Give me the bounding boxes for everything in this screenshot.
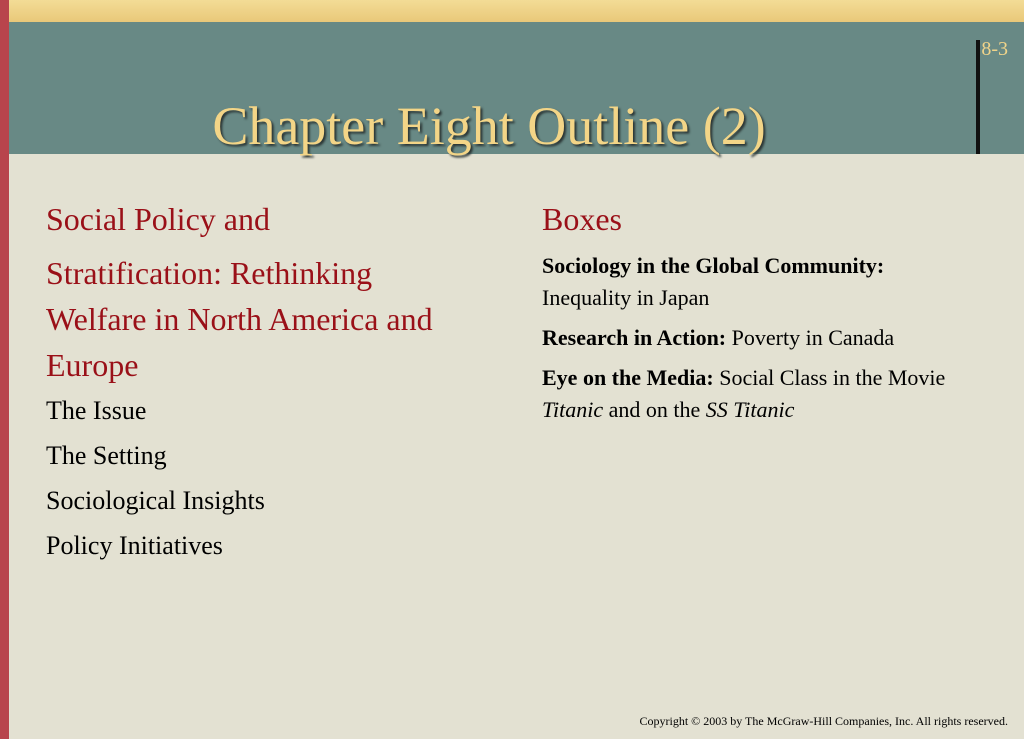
slide-header — [9, 22, 1024, 154]
right-column — [542, 196, 962, 434]
box-item-label: Research in Action: — [542, 325, 727, 350]
slide-title: Chapter Eight Outline (2) — [212, 96, 766, 156]
header-divider — [976, 40, 980, 154]
slide-content — [9, 154, 1024, 739]
box-item-global-community — [542, 250, 962, 314]
box-item-text: and on the — [603, 397, 706, 422]
box-item-italic-ship: SS Titanic — [705, 397, 795, 422]
box-item-italic-title: Titanic — [542, 397, 604, 422]
copyright-notice: Copyright © 2003 by The McGraw-Hill Companies, Inc. All rights reserved. — [639, 714, 1008, 728]
outline-item-insights: Sociological Insights — [46, 486, 265, 515]
boxes-heading: Boxes — [542, 201, 622, 237]
box-item-label: Eye on the Media: — [542, 365, 714, 390]
outline-item-issue: The Issue — [46, 396, 147, 425]
box-item-label: Sociology in the Global Community: — [542, 253, 885, 278]
left-heading-line2: Stratification: Rethinking Welfare in North America and Europe — [46, 255, 433, 383]
outline-item-initiatives: Policy Initiatives — [46, 531, 223, 560]
outline-item-setting: The Setting — [46, 441, 167, 470]
slide-number: 8-3 — [981, 38, 1008, 60]
box-item-text: Inequality in Japan — [542, 285, 710, 310]
left-accent-bar — [0, 0, 9, 739]
top-gold-strip — [9, 0, 1024, 22]
box-item-research-in-action — [542, 322, 962, 354]
left-heading-line1: Social Policy and — [46, 201, 270, 237]
box-item-text: Poverty in Canada — [726, 325, 895, 350]
box-item-eye-on-media — [542, 362, 962, 426]
left-column — [46, 196, 466, 576]
box-item-text: Social Class in the Movie — [713, 365, 946, 390]
